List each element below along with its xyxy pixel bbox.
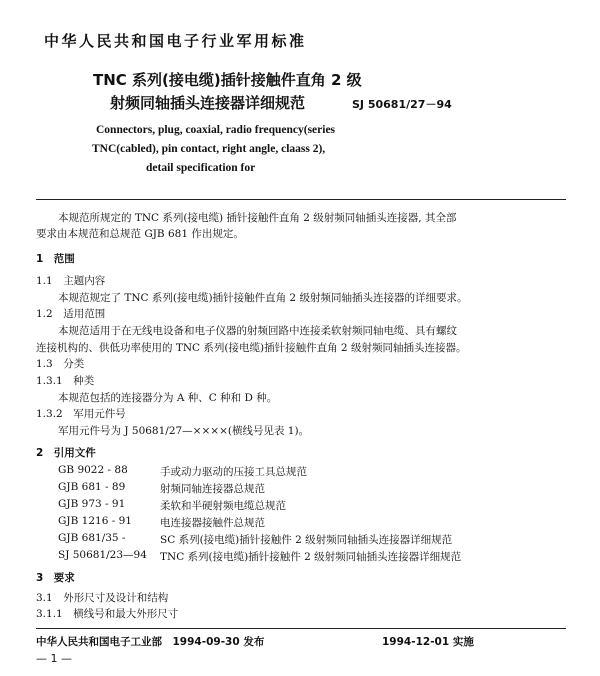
reference-code: GJB 681/35 - <box>58 532 126 544</box>
reference-code: GJB 1216 - 91 <box>58 515 132 527</box>
section-3-1-1-heading: 3.1.1 横线号和最大外形尺寸 <box>36 608 179 620</box>
org-header: 中华人民共和国电子行业军用标准 <box>44 32 307 50</box>
reference-title: SC 系列(接电缆)插针接触件 2 级射频同轴插头连接器详细规范 <box>160 534 453 546</box>
intro-line-1: 本规范所规定的 TNC 系列(接电缆) 插针接触件直角 2 级射频同轴插头连接器, 其全部 <box>58 212 457 224</box>
section-2-heading: 2 引用文件 <box>36 447 96 459</box>
section-3-heading: 3 要求 <box>36 572 75 584</box>
title-line-2: 射频同轴插头连接器详细规范 <box>110 94 306 112</box>
header-divider <box>36 199 566 200</box>
section-1-3-1-text: 本规范包括的连接器分为 A 种、C 种和 D 种。 <box>58 392 278 404</box>
english-title-line-1: Connectors, plug, coaxial, radio frequency(series <box>96 124 336 136</box>
section-1-1-heading: 1.1 主题内容 <box>36 275 106 287</box>
reference-title: 柔软和半硬射频电缆总规范 <box>160 500 286 512</box>
section-1-3-2-heading: 1.3.2 军用元件号 <box>36 408 126 420</box>
intro-line-2: 要求由本规范和总规范 GJB 681 作出规定。 <box>36 228 244 240</box>
section-1-2-heading: 1.2 适用范围 <box>36 308 106 320</box>
reference-code: SJ 50681/23—94 <box>58 549 147 561</box>
reference-code: GB 9022 - 88 <box>58 464 128 476</box>
title-line-1: TNC 系列(接电缆)插针接触件直角 2 级 <box>93 71 362 89</box>
section-1-3-heading: 1.3 分类 <box>36 358 85 370</box>
reference-title: 射频同轴连接器总规范 <box>160 483 265 495</box>
reference-code: GJB 973 - 91 <box>58 498 126 510</box>
section-1-3-2-text: 军用元件号为 J 50681/27—××××(横线号见表 1)。 <box>58 425 310 437</box>
section-1-2-text-2: 连接机构的、供低功率使用的 TNC 系列(接电缆)插针接触件直角 2 级射频同轴插头连接器。 <box>36 342 467 354</box>
page-number: — 1 — <box>36 652 72 665</box>
section-1-heading: 1 范围 <box>36 253 75 265</box>
footer-divider <box>36 628 566 629</box>
section-3-1-heading: 3.1 外形尺寸及设计和结构 <box>36 592 169 604</box>
reference-code: GJB 681 - 89 <box>58 481 126 493</box>
section-1-1-text: 本规范规定了 TNC 系列(接电缆)插针接触件直角 2 级射频同轴插头连接器的详细要求。 <box>58 292 468 304</box>
reference-title: 手或动力驱动的压接工具总规范 <box>160 466 307 478</box>
section-1-2-text-1: 本规范适用于在无线电设备和电子仪器的射频回路中连接柔软射频同轴电缆、具有螺纹 <box>58 325 457 337</box>
effective-date: 1994-12-01 实施 <box>382 636 474 648</box>
standard-number: SJ 50681/27－94 <box>352 98 452 111</box>
section-1-3-1-heading: 1.3.1 种类 <box>36 375 95 387</box>
english-title-line-3: detail specification for <box>146 162 256 174</box>
issue-date: 中华人民共和国电子工业部 1994-09-30 发布 <box>36 636 265 648</box>
reference-title: 电连接器接触件总规范 <box>160 517 265 529</box>
reference-title: TNC 系列(接电缆)插针接触件 2 级射频同轴插头连接器详细规范 <box>160 551 462 563</box>
english-title-line-2: TNC(cabled), pin contact, right angle, claass 2), <box>92 143 326 155</box>
